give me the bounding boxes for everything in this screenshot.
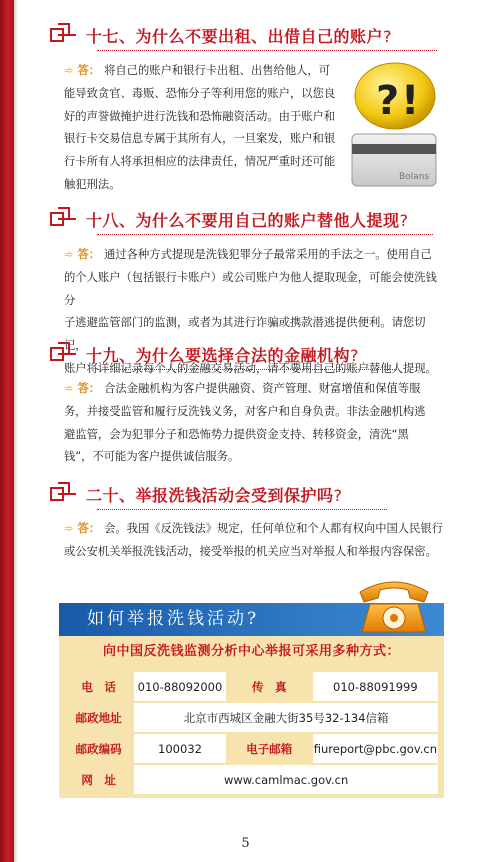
page-fold-shadow bbox=[14, 0, 18, 862]
report-box-heading: 如何举报洗钱活动? bbox=[59, 603, 444, 636]
heading-bracket-icon bbox=[50, 482, 78, 506]
heading-bracket-icon bbox=[50, 342, 78, 366]
arrow-icon: ➾ bbox=[64, 248, 74, 261]
postcode-value: 100032 bbox=[134, 734, 225, 763]
heading-underline bbox=[97, 234, 433, 235]
report-box-subheading: 向中国反洗钱监测分析中心举报可采用多种方式： bbox=[102, 644, 400, 659]
answer-label: 答： bbox=[77, 382, 101, 395]
question-20-title: 二十、举报洗钱活动会受到保护吗? bbox=[86, 485, 343, 505]
telephone-icon bbox=[352, 574, 436, 636]
heading-underline bbox=[97, 369, 397, 370]
question-17-title: 十七、为什么不要出租、出借自己的账户? bbox=[86, 26, 393, 46]
fax-label: 传 真 bbox=[228, 672, 311, 701]
phone-label: 电 话 bbox=[65, 672, 132, 701]
svg-text:Bolans: Bolans bbox=[399, 172, 430, 182]
heading-underline bbox=[97, 50, 437, 51]
question-19-heading bbox=[50, 339, 359, 369]
answer-label: 答： bbox=[77, 64, 101, 77]
answer-19: ➾ 答： 合法金融机构为客户提供融资、资产管理、财富增值和保值等服 务，并接受监管和履行反洗钱义务，对客户和自身负责。非法金融机构逃 避监管，会为犯罪分子和恐怖势力提供资金支持、转移资金，清洗“黑 钱”，不可能为客户提供诚信服务。 bbox=[64, 382, 426, 464]
address-label: 邮政地址 bbox=[65, 703, 132, 732]
report-contact-table bbox=[63, 670, 440, 796]
email-value: fiureport@pbc.gov.cn bbox=[313, 734, 438, 763]
fax-value: 010-88091999 bbox=[313, 672, 438, 701]
arrow-icon: ➾ bbox=[64, 522, 74, 535]
left-red-border bbox=[0, 0, 14, 862]
heading-bracket-icon bbox=[50, 23, 78, 47]
heading-bracket-icon bbox=[50, 207, 78, 231]
svg-text:?: ? bbox=[376, 78, 400, 124]
table-row bbox=[65, 734, 438, 763]
question-18-heading bbox=[50, 204, 409, 234]
question-18-title: 十八、为什么不要用自己的账户替他人提现? bbox=[86, 210, 409, 230]
website-value: www.camlmac.gov.cn bbox=[134, 765, 438, 794]
question-20-heading bbox=[50, 479, 343, 509]
table-row bbox=[65, 703, 438, 732]
answer-20: ➾ 答： 会。我国《反洗钱法》规定，任何单位和个人都有权向中国人民银行 或公安机关举报洗钱活动，接受举报的机关应当对举报人和举报内容保密。 bbox=[64, 522, 443, 558]
answer-label: 答： bbox=[77, 248, 101, 261]
table-row bbox=[65, 672, 438, 701]
phone-value: 010-88092000 bbox=[134, 672, 225, 701]
heading-underline bbox=[97, 509, 387, 510]
arrow-icon: ➾ bbox=[64, 382, 74, 395]
postcode-label: 邮政编码 bbox=[65, 734, 132, 763]
address-value: 北京市西城区金融大街35号32-134信箱 bbox=[134, 703, 438, 732]
answer-18: ➾ 答： 通过各种方式提现是洗钱犯罪分子最常采用的手法之一。使用自己 的个人账户（包括银行卡账户）或公司账户为他人提取现金，可能会使洗钱分 子逃避监管部门的监测，或者为其进行诈骗或携款潜逃提供便利。请您切记， 账户将详细记录每个人的金融交易活动，请不要用自己的账户替他人提现。 bbox=[64, 248, 437, 375]
answer-label: 答： bbox=[77, 522, 101, 535]
answer-17: ➾ 答： 将自己的账户和银行卡出租、出售给他人，可 能导致贪官、毒贩、恐怖分子等利用您的账户，以您良 好的声誉做掩护进行洗钱和恐怖融资活动。由于账户和 银行卡交易信息专属于其所有人，一旦案发，账户和银 行卡所有人将承担相应的法律责任，情况严重时还可能 触犯刑法。 bbox=[64, 64, 336, 191]
page-number: 5 bbox=[241, 836, 250, 851]
question-17-heading bbox=[50, 20, 392, 50]
svg-text:!: ! bbox=[401, 78, 420, 124]
bank-card-question-illustration bbox=[349, 62, 441, 190]
email-label: 电子邮箱 bbox=[228, 734, 311, 763]
website-label: 网 址 bbox=[65, 765, 132, 794]
question-19-title: 十九、为什么要选择合法的金融机构? bbox=[86, 345, 360, 365]
table-row bbox=[65, 765, 438, 794]
arrow-icon: ➾ bbox=[64, 64, 74, 77]
